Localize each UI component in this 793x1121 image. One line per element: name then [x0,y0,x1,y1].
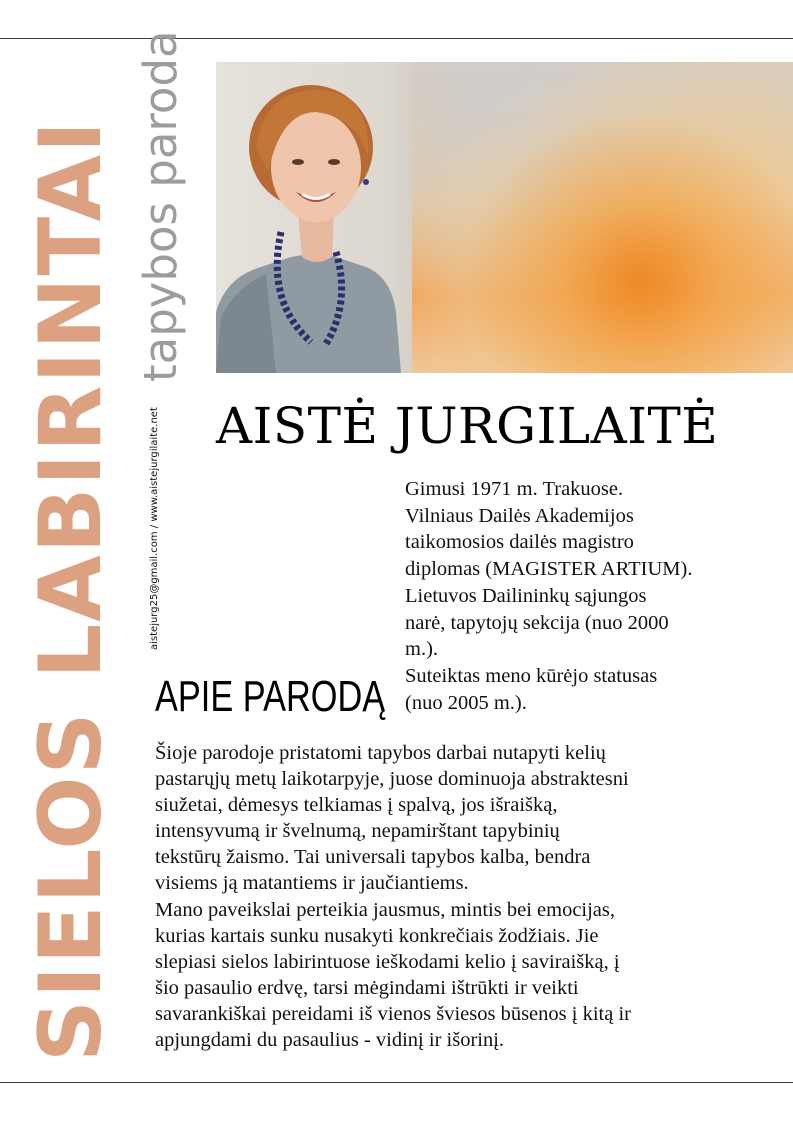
artist-photo [216,62,793,373]
about-line: tekstūrų žaismo. Tai universali tapybos kalba, bendra [155,846,591,869]
about-line: šio pasaulio erdvę, tarsi mėgindami ištrūkti ir veikti [155,976,579,999]
about-line: kurias kartais sunku nusakyti konkrečiais žodžiais. Jie [155,924,599,947]
painting-background [412,62,793,373]
bio-line: m.). [405,638,439,661]
about-text [155,740,793,1053]
artist-figure [216,62,416,373]
contact-line: aistejurg25@gmail.com / www.aistejurgilaite.net [149,407,160,650]
bio-line: (nuo 2005 m.). [405,691,527,714]
about-heading: APIE PARODĄ [155,672,386,721]
about-line: Mano paveikslai perteikia jausmus, mintis bei emocijas, [155,898,616,921]
artist-name: AISTĖ JURGILAITĖ [216,397,719,455]
exhibition-subtitle: tapybos paroda [134,30,187,382]
bio-line: narė, tapytojų sekcija (nuo 2000 [405,611,669,634]
about-line: visiems ją matantiems ir jaučiantiems. [155,872,469,895]
bio-line: Gimusi 1971 m. Trakuose. [405,478,624,500]
bio-line: diplomas (MAGISTER ARTIUM). [405,558,693,581]
about-line: slepiasi sielos labirintuose ieškodami kelio į saviraišką, į [155,950,620,973]
about-line: intensyvumą ir švelnumą, nepamirštant tapybinių [155,820,560,843]
bio-line: Lietuvos Dailininkų sąjungos [405,584,647,607]
about-line: savarankiškai pereidami iš vienos šviesos būsenos į kitą ir [155,1002,631,1025]
bio-line: Suteiktas meno kūrėjo statusas [405,664,658,687]
top-divider [0,38,793,39]
exhibition-title: SIELOS LABIRINTAI [21,118,121,1062]
artist-bio [405,476,765,716]
about-line: apjungdami du pasaulius - vidinį ir išorinį. [155,1029,505,1052]
bio-line: taikomosios dailės magistro [405,531,634,554]
bottom-divider [0,1082,793,1083]
about-line: Šioje parodoje pristatomi tapybos darbai nutapyti kelių [155,742,606,764]
about-line: siužetai, dėmesys telkiamas į spalvą, jos išraišką, [155,794,558,817]
bio-line: Vilniaus Dailės Akademijos [405,504,634,527]
about-line: pastarųjų metų laikotarpyje, juose dominuoja abstraktesni [155,768,629,791]
